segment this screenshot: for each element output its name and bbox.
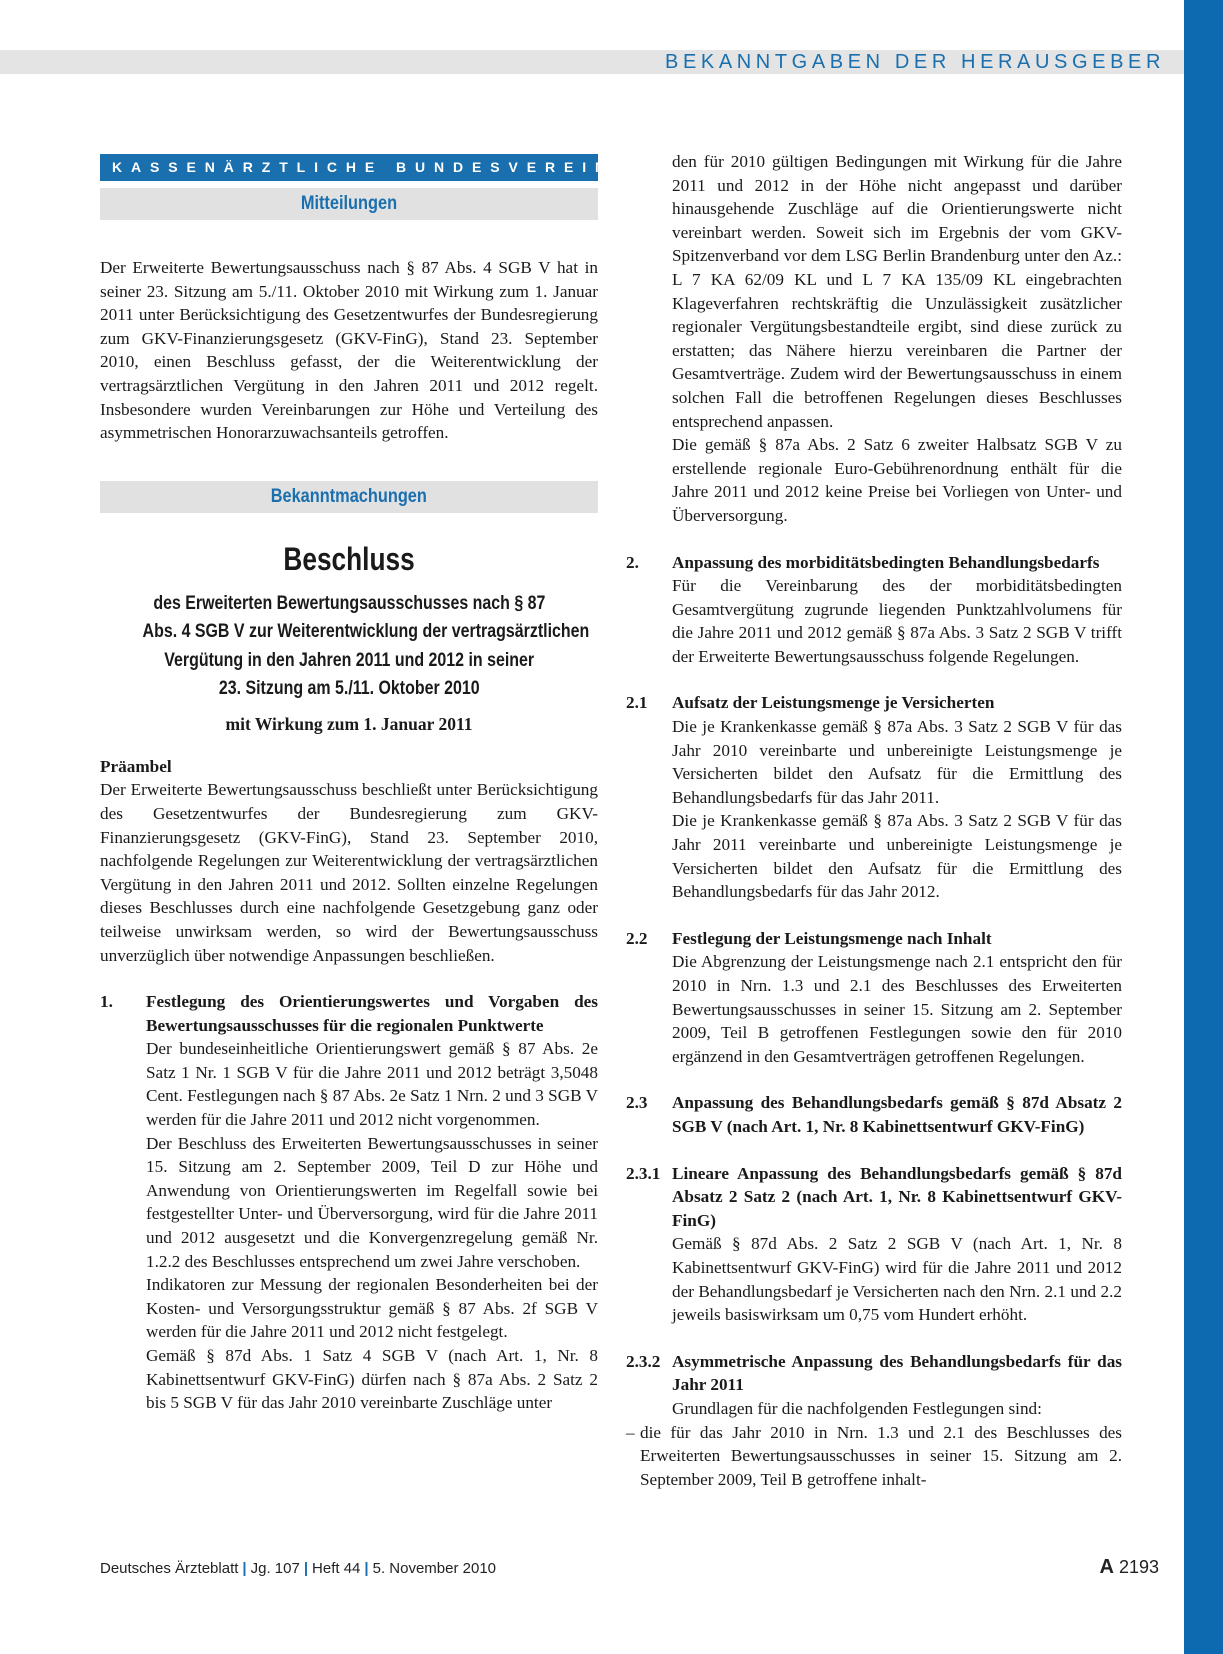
praeambel-text: Der Erweiterte Bewertungsausschuss beschließt unter Berücksichtigung des Gesetzentwurfes der Bundesregierung zum GKV-Finanzierungsgesetz (GKV-FinG), Stand 23. September 2010, nachfolgende Regelungen zur Weiterentwicklung der vertragsärztlichen Vergütung in den Jahren 2011 und 2012. Sollten einzelne Regelungen dieses Beschlusses durch eine nachfolgende Gesetzgebung ganz oder teilweise unwirksam werden, so wird der Bewertungsausschuss unverzüglich über notwendige Anpassungen beschließen. (100, 780, 598, 965)
journal-name: Deutsches Ärzteblatt (100, 1560, 239, 1577)
section-number: 2.3.1 (626, 1163, 661, 1183)
document-title: Beschluss (283, 540, 415, 577)
journal-issue: Heft 44 (312, 1560, 361, 1577)
right-edge-bar (1184, 0, 1223, 1654)
section-paragraph: Der bundeseinheitliche Orientierungswert gemäß § 87 Abs. 2e Satz 1 Nr. 1 SGB V für die Jahre 2011 und 2012 beträgt 3,5048 Cent. Festlegungen nach § 87 Abs. 2e Satz 1 Nrn. 2 und 3 SGB V werden für die Jahre 2011 und 2012 nicht vorgenommen. (146, 1039, 598, 1130)
continued-paragraph: den für 2010 gültigen Bedingungen mit Wirkung für die Jahre 2011 und 2012 in der Höhe nicht angepasst und darüber hinausgehende Zuschläge auf die Orientierungswerte nicht vereinbart werden. Soweit sich im Ergebnis der vom GKV-Spitzenverband vor dem LSG Berlin Brandenburg unter den Az.: L 7 KA 62/09 KL und L 7 KA 135/09 KL eingebrachten Klageverfahren rechtskräftig die Unzulässigkeit zusätzlicher regionaler Vergütungsbestandteile ergibt, sind diese zurück zu erstatten; das Nähere hierzu vereinbaren die Partner der Gesamtverträge. Zudem wird der Bewertungsausschuss in einem solchen Fall die betroffenen Regelungen dieses Beschlusses entsprechend anpassen. (672, 152, 1122, 431)
section-1 (100, 990, 598, 1415)
praeambel-heading: Präambel (100, 756, 172, 776)
section-2-1 (626, 691, 1122, 903)
section-2-3-1 (626, 1162, 1122, 1327)
section-2-2 (626, 927, 1122, 1069)
list-item-text: die für das Jahr 2010 in Nrn. 1.3 und 2.1 des Beschlusses des Erweiterten Bewertungsausschusses in seiner 15. Sitzung am 2. September 2009, Teil B getroffene inhalt- (640, 1422, 1122, 1489)
section-number: 2.2 (626, 928, 648, 948)
page-prefix: A (1099, 1556, 1114, 1578)
subtitle-line: Vergütung in den Jahren 2011 und 2012 in seiner (164, 649, 534, 671)
list-item (626, 1421, 1122, 1492)
page-number (1099, 1556, 1159, 1579)
section-2-3 (626, 1091, 1122, 1138)
subtitle-line: des Erweiterten Bewertungsausschusses nach § 87 (152, 592, 546, 614)
section-header: BEKANNTGABEN DER HERAUSGEBER (665, 51, 1165, 73)
section-paragraph: Die je Krankenkasse gemäß § 87a Abs. 3 Satz 2 SGB V für das Jahr 2010 vereinbarte und unbereinigte Leistungsmenge je Versicherten bildet den Aufsatz für die Ermittlung des Behandlungsbedarfs für das Jahr 2011. (672, 717, 1122, 807)
page-number-value: 2193 (1118, 1557, 1159, 1577)
section-number: 1. (100, 992, 113, 1012)
separator: | (242, 1560, 247, 1577)
dash-bullet: – (626, 1422, 635, 1442)
journal-volume: Jg. 107 (250, 1560, 300, 1577)
section-number: 2.3.2 (626, 1351, 661, 1371)
section-number: 2.3 (626, 1093, 648, 1113)
right-column (626, 150, 1122, 1491)
section-paragraph: Die je Krankenkasse gemäß § 87a Abs. 3 Satz 2 SGB V für das Jahr 2011 vereinbarte und unbereinigte Leistungsmenge je Versicherten bildet den Aufsatz für die Ermittlung des Behandlungsbedarfs für das Jahr 2012. (672, 811, 1122, 902)
section-heading: Anpassung des Behandlungsbedarfs gemäß § 87d Absatz 2 SGB V (nach Art. 1, Nr. 8 Kabinettsentwurf GKV-FinG) (672, 1093, 1122, 1136)
section-heading: Festlegung des Orientierungswertes und Vorgaben des Bewertungsausschusses für die regionalen Punktwerte (146, 992, 598, 1035)
section-heading: Lineare Anpassung des Behandlungsbedarfs gemäß § 87d Absatz 2 Satz 2 (nach Art. 1, Nr. 8 Kabinettsentwurf GKV-FinG) (672, 1163, 1122, 1230)
separator: | (303, 1560, 309, 1577)
section-paragraph: Gemäß § 87d Abs. 1 Satz 4 SGB V (nach Art. 1, Nr. 8 Kabinettsentwurf GKV-FinG) dürfen nach § 87a Abs. 2 Satz 2 bis 5 SGB V für das Jahr 2010 vereinbarte Zuschläge unter (146, 1346, 598, 1413)
section-2 (626, 551, 1122, 669)
section-heading: Asymmetrische Anpassung des Behandlungsbedarfs für das Jahr 2011 (672, 1351, 1122, 1395)
mitteilungen-heading: Mitteilungen (100, 188, 598, 220)
organization-bar: KASSENÄRZTLICHE BUNDESVEREINIGUNG (100, 154, 598, 181)
document-subtitle (100, 590, 598, 704)
section-paragraph: Indikatoren zur Messung der regionalen Besonderheiten bei der Kosten- und Versorgungsstruktur gemäß § 87 Abs. 2f SGB V werden für die Jahre 2011 und 2012 nicht festgelegt. (146, 1275, 598, 1342)
section-heading: Aufsatz der Leistungsmenge je Versicherten (672, 693, 995, 713)
section-paragraph: Für die Vereinbarung des der morbiditätsbedingten Gesamtvergütung zugrunde liegenden Punktzahlvolumens für die Jahre 2011 und 2012 gemäß § 87a Abs. 3 Satz 2 SGB V trifft der Erweiterte Bewertungsausschuss folgende Regelungen. (672, 576, 1122, 666)
section-paragraph: Die Abgrenzung der Leistungsmenge nach 2.1 entspricht den für 2010 in Nrn. 1.3 und 2.1 des Beschlusses des Erweiterten Bewertungsausschusses in seiner 15. Sitzung am 2. September 2009, Teil B getroffenen Festlegungen sowie den für 2010 ergänzend in den Gesamtverträgen getroffenen Regelungen. (672, 952, 1122, 1066)
section-number: 2.1 (626, 693, 648, 713)
footer-citation (100, 1560, 496, 1577)
bekanntmachungen-heading: Bekanntmachungen (100, 481, 598, 513)
section-paragraph: Grundlagen für die nachfolgenden Festlegungen sind: (672, 1398, 1042, 1418)
section-heading: Anpassung des morbiditätsbedingten Behandlungsbedarfs (672, 552, 1100, 572)
section-paragraph: Gemäß § 87d Abs. 2 Satz 2 SGB V (nach Art. 1, Nr. 8 Kabinettsentwurf GKV-FinG) wird für die Jahre 2011 und 2012 der Behandlungsbedarf je Versicherten nach den Nrn. 2.1 und 2.2 jeweils basiswirksam um 0,75 vom Hundert erhöht. (672, 1234, 1122, 1325)
section-number: 2. (626, 552, 639, 572)
effective-date: mit Wirkung zum 1. Januar 2011 (225, 713, 473, 734)
separator: | (364, 1560, 369, 1577)
section-heading: Festlegung der Leistungsmenge nach Inhalt (672, 928, 992, 948)
section-paragraph: Der Beschluss des Erweiterten Bewertungsausschusses in seiner 15. Sitzung am 2. September 2009, Teil D zur Höhe und Anwendung von Orientierungswerten im Regelfall sowie bei festgestellter Unter- und Überversorgung, wird für die Jahre 2011 und 2012 ausgesetzt und die Konvergenzregelung gemäß Nr. 1.2.2 des Beschlusses entsprechend um zwei Jahre verschoben. (146, 1133, 598, 1271)
intro-paragraph: Der Erweiterte Bewertungsausschuss nach § 87 Abs. 4 SGB V hat in seiner 23. Sitzung am 5./11. Oktober 2010 mit Wirkung zum 1. Januar 2011 unter Berücksichtigung des Gesetzentwurfes der Bundesregierung zum GKV-Finanzierungsgesetz (GKV-FinG), Stand 23. September 2010, einen Beschluss gefasst, der die Weiterentwicklung der vertragsärztlichen Vergütung in den Jahren 2011 und 2012 regelt. Insbesondere wurden Vereinbarungen zur Höhe und Verteilung des asymmetrischen Honorarzuwachsanteils getroffen. (100, 258, 598, 443)
issue-date: 5. November 2010 (372, 1560, 497, 1577)
subtitle-line: 23. Sitzung am 5./11. Oktober 2010 (218, 678, 480, 700)
section-2-3-2 (626, 1350, 1122, 1421)
subtitle-line: Abs. 4 SGB V zur Weiterentwicklung der vertragsärztlichen (142, 621, 590, 643)
continued-paragraph: Die gemäß § 87a Abs. 2 Satz 6 zweiter Halbsatz SGB V zu erstellende regionale Euro-Gebührenordnung enthält für die Jahre 2011 und 2012 keine Preise bei Vorliegen von Unter- und Überversorgung. (672, 435, 1122, 525)
